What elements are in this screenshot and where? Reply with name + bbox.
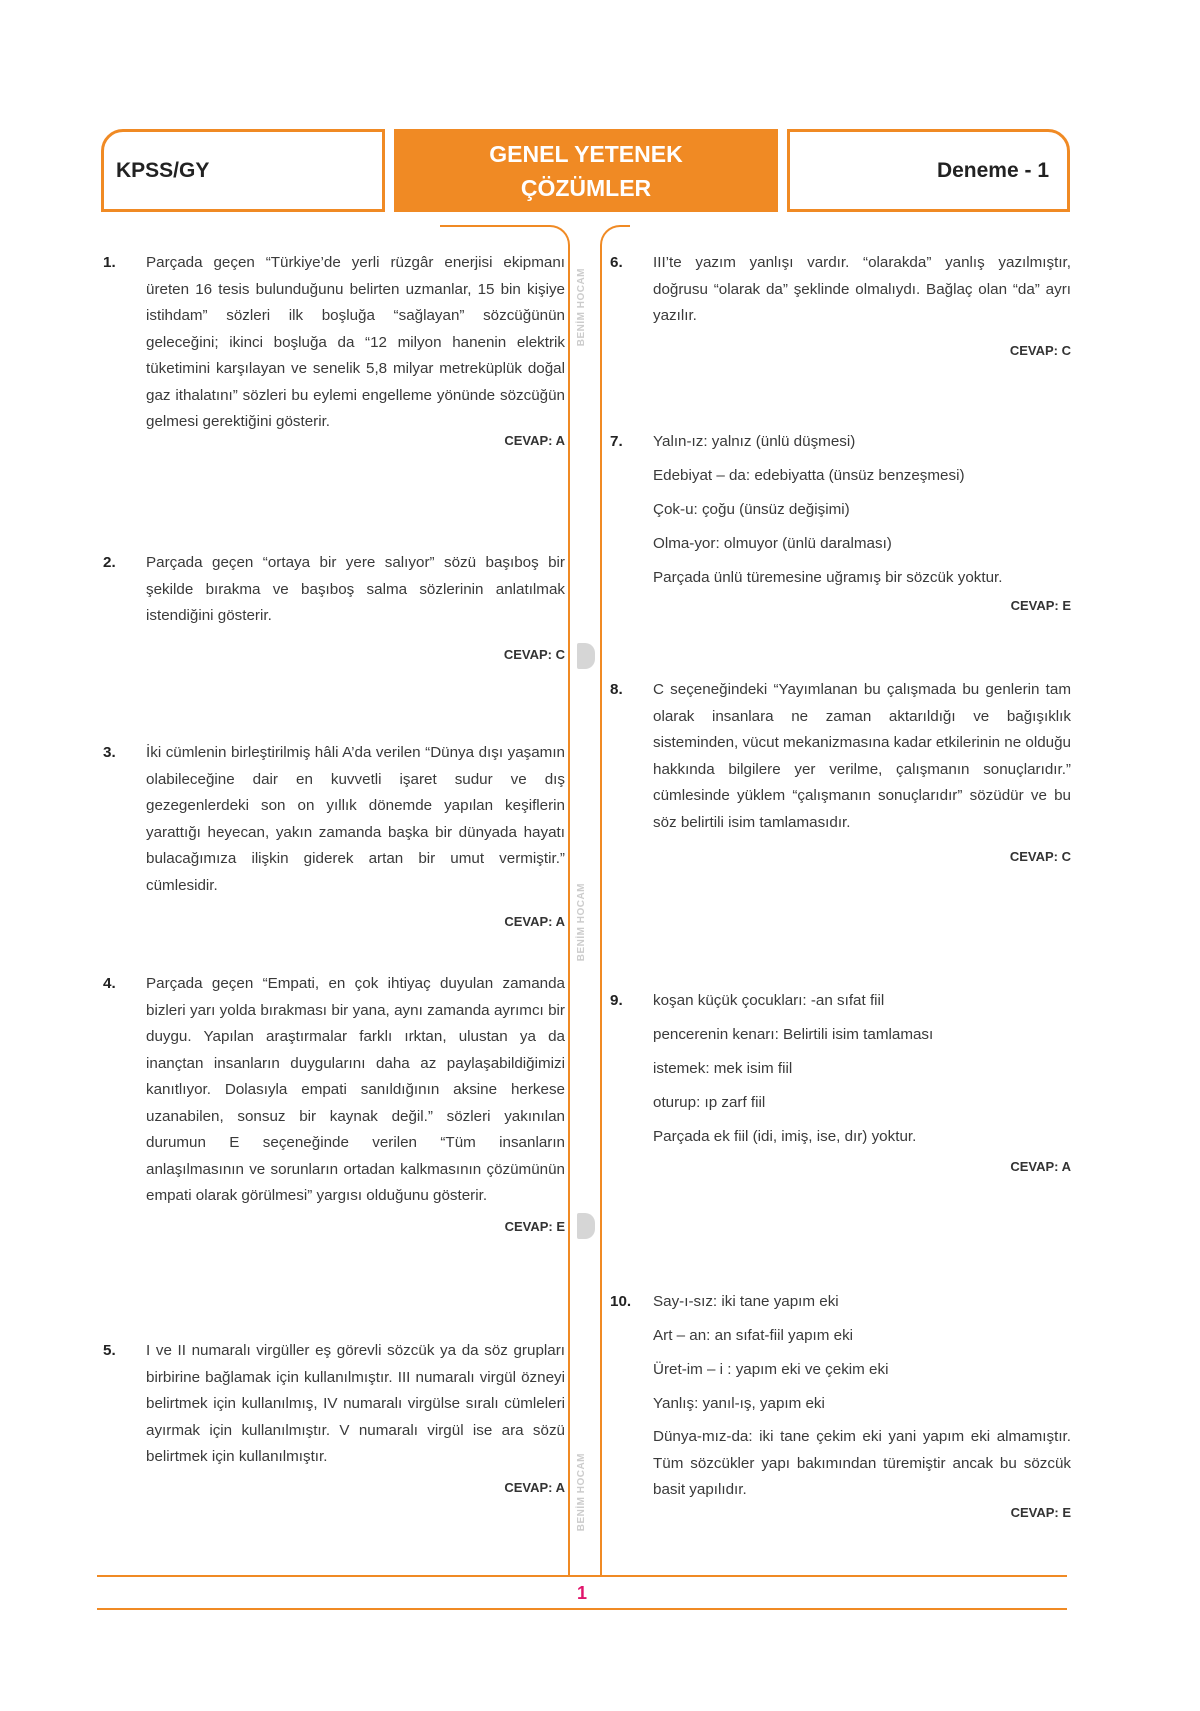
watermark-text: BENİM HOCAM <box>576 268 587 347</box>
footer-bottom-rule <box>97 1608 1067 1610</box>
answer-label: CEVAP: A <box>1010 1159 1071 1174</box>
answer-label: CEVAP: A <box>504 432 565 448</box>
solution-item <box>103 1338 565 1501</box>
question-number: 10. <box>610 1293 632 1310</box>
test-name: Deneme - 1 <box>936 159 1049 182</box>
header-title-line2: ÇÖZÜMLER <box>520 175 652 201</box>
question-number: 3. <box>103 744 116 761</box>
solution-item <box>610 1285 1071 1526</box>
answer-label: CEVAP: E <box>504 1218 565 1234</box>
answer-label: CEVAP: E <box>1010 1504 1071 1520</box>
question-number: 7. <box>610 433 623 450</box>
watermark-logo-icon <box>577 643 595 669</box>
solution-text: Parçada geçen “Türkiye’de yerli rüzgâr enerjisi ekipmanı üreten 16 tesis bulunduğunu belirten uzmanlar, 15 bin kişiye istihdam” sözleri ilk boşluğa “sağlayan” sözcüğünün geleceğini; ikinci boşluğa da “12 milyon hanenin elektrik tüketimini karşılayan ve senelik 5,8 milyar metreküplük doğal gaz ithalatını” sözleri bu eylemi engelleme yönünde sözcüğün gelmesi gerektiğini gösterir. <box>146 254 565 430</box>
solution-line: oturup: ıp zarf fiil <box>653 1094 766 1111</box>
answer-label: CEVAP: A <box>504 914 565 929</box>
question-number: 5. <box>103 1342 116 1359</box>
solution-text: Parçada geçen “ortaya bir yere salıyor” sözü başıboş bir şekilde bırakma ve başıboş salma sözlerinin anlatılmak istendiğini gösterir. <box>146 554 565 624</box>
solution-line: Yalın-ız: yalnız (ünlü düşmesi) <box>653 433 856 450</box>
question-number: 9. <box>610 992 623 1009</box>
header-test-box <box>787 129 1070 212</box>
answer-label: CEVAP: E <box>1010 598 1071 613</box>
header-title-line1: GENEL YETENEK <box>489 141 683 167</box>
solution-line: Üret-im – i : yapım eki ve çekim eki <box>653 1361 889 1378</box>
solution-item <box>103 250 565 454</box>
solution-item <box>610 677 1071 871</box>
solution-line: koşan küçük çocukları: -an sıfat fiil <box>653 992 885 1009</box>
solution-line: Olma-yor: olmuyor (ünlü daralması) <box>653 535 892 552</box>
solution-text: Dünya-mız-da: iki tane çekim eki yani yapım eki almamıştır. Tüm sözcükler yapı bakımından türemiştir ancak bu sözcük basit yapılıdır. <box>653 1428 1071 1498</box>
solution-text: C seçeneğindeki “Yayımlanan bu çalışmada bu genlerin tam olarak insanlara ne zaman aktarıldığı ve bağışıklık sisteminden, vücut mekanizmasına kadar etkilerinin ne olduğu hakkında bilgilere yer verilme, çalışmanın sonuçlarıdır.” cümlesinde yüklem “çalışmanın sonuçlarıdır” sözüdür ve bu söz belirtili isim tamlamasıdır. <box>653 681 1071 831</box>
solution-text: I ve II numaralı virgüller eş görevli sözcük ya da söz grupları birbirine bağlamak için kullanılmıştır. III numaralı virgül özneyi belirtmek için kullanılmış, IV numaralı virgülse sıralı cümleleri ayırmak için kullanılmıştır. V numaralı virgül ise ara sözü belirtmek için kullanılmıştır. <box>146 1342 565 1465</box>
watermark-text: BENİM HOCAM <box>576 1453 587 1532</box>
answer-label: CEVAP: A <box>504 1479 565 1495</box>
question-number: 1. <box>103 254 116 271</box>
solution-line: Art – an: an sıfat-fiil yapım eki <box>653 1327 854 1344</box>
solution-text: III’te yazım yanlışı vardır. “olarakda” yanlış yazılmıştır, doğrusu “olarak da” şeklinde olmalıydı. Bağlaç olan “da” ayrı yazılır. <box>653 254 1071 324</box>
solution-line: Çok-u: çoğu (ünsüz değişimi) <box>653 501 850 518</box>
exam-title: KPSS/GY <box>116 159 210 182</box>
answer-label: CEVAP: C <box>1009 342 1071 358</box>
answer-label: CEVAP: C <box>1009 849 1071 864</box>
question-number: 4. <box>103 975 116 992</box>
solution-text: Parçada geçen “Empati, en çok ihtiyaç duyulan zamanda bizleri yarı yolda bırakması bir yana, aynı zamanda ayrımcı bir duygu. Yapılan araştırmalar farklı ırktan, ulustan ya da inançtan insanların duygularını daha az paylaşabildiğimizi kanıtlıyor. Dolasıyla empati sanıldığının aksine herkese uzanabilen, sonsuz bir kaynak değil.” sözleri yakınılan durumun E seçeneğinde verilen “Tüm insanların anlaşılmasının ve sorunların ortadan kalkmasının çözümünün empati olarak görülmesi” yargısı olduğunu gösterir. <box>146 975 565 1204</box>
solution-item <box>610 425 1071 620</box>
watermark-text: BENİM HOCAM <box>576 883 587 962</box>
solution-line: Parçada ek fiil (idi, imiş, ise, dır) yoktur. <box>653 1128 917 1145</box>
solution-text: İki cümlenin birleştirilmiş hâli A’da verilen “Dünya dışı yaşamın olabileceğine dair en kuvvetli işaret sudur ve dış gezegenlerdeki son on yıllık dönemde yapılan keşiflerin yarattığı heyecan, yakın zamanda başka bir dünyada hayatı bulacağımıza ilişkin giderek artan bir umut vermiştir.” cümlesidir. <box>146 744 565 894</box>
solution-line: Parçada ünlü türemesine uğramış bir sözcük yoktur. <box>653 569 1003 586</box>
header-title-box <box>394 129 778 212</box>
footer-top-rule <box>97 1575 1067 1577</box>
watermark-logo-icon <box>577 1213 595 1239</box>
solution-line: Yanlış: yanıl-ış, yapım eki <box>653 1395 825 1412</box>
solution-line: istemek: mek isim fiil <box>653 1060 793 1077</box>
solution-line: Say-ı-sız: iki tane yapım eki <box>653 1293 839 1310</box>
solution-line: pencerenin kenarı: Belirtili isim tamlaması <box>653 1026 934 1043</box>
solution-line: Edebiyat – da: edebiyatta (ünsüz benzeşmesi) <box>653 467 965 484</box>
answer-label: CEVAP: C <box>503 646 565 662</box>
solution-item <box>103 550 565 668</box>
question-number: 2. <box>103 554 116 571</box>
solution-item <box>103 740 565 936</box>
question-number: 6. <box>610 254 623 271</box>
solution-item <box>610 984 1071 1181</box>
question-number: 8. <box>610 681 623 698</box>
solution-item <box>103 971 565 1240</box>
header-exam-box <box>101 129 385 212</box>
solution-item <box>610 250 1071 364</box>
page-number: 1 <box>576 1583 587 1603</box>
